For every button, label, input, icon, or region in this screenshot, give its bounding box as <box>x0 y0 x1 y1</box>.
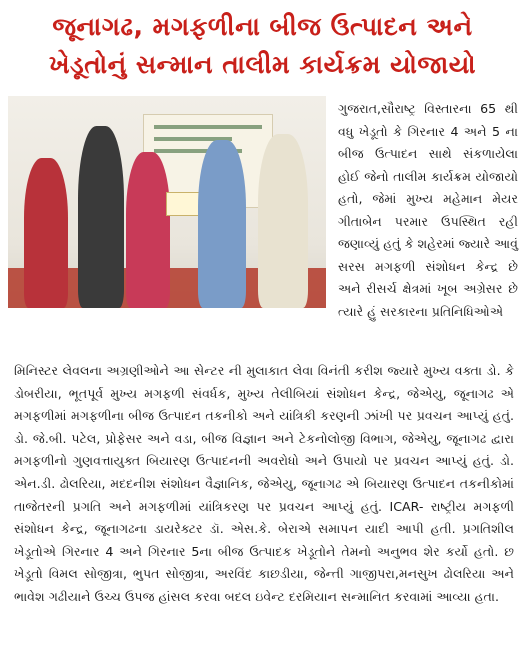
person-woman-left <box>24 158 68 308</box>
body-paragraph: મિનિસ્ટર લેવલના અગ્રણીઓને આ સેન્ટર ની મુલાકાત લેવા વિનંતી કરીશ જ્યારે મુખ્ય વક્તા ડો. કે ડોબરીયા, ભૂતપૂર્વ મુખ્ય મગફળી સંવર્ધક, મુખ્ય તેલીબિયાં સંશોધન કેન્દ્ર, જેએયુ, જૂનાગઢ એ મગફળીમાં મગફળીના બીજ ઉત્પાદન તકનીકો અને યાંત્રિકી કરણની ઝાંખી પર પ્રવચન આપ્યું હતું. ડો. જે.બી. પટેલ, પ્રોફેસર અને વડા, બીજ વિજ્ઞાન અને ટેકનોલોજી વિભાગ, જેએયુ, જૂનાગઢ દ્વારા મગફળીનો ગુણવત્તાયુક્ત બિયારણ ઉત્પાદનની અવરોધો અને ઉપાયો પર પ્રવચન આપ્યું હતું. ડો. એન.ડી. ઢોલરિયા, મદદનીશ સંશોધન વૈજ્ઞાનિક, જેએયુ, જૂનાગઢ એ બિયારણ ઉત્પાદન તકનીકોમાં તાજેતરની પ્રગતિ અને મગફળીમાં યાંત્રિકરણ પર પ્રવચન આપ્યું હતું. ICAR- રાષ્ટ્રીય મગફળી સંશોધન કેન્દ્ર, જૂનાગઢના ડાયરેક્ટર ડૉ. એસ.કે. બેરાએ સમાપન યાદી આપી હતી. પ્રગતિશીલ ખેડૂતોએ ગિરનાર 4 અને ગિરનાર 5ના બીજ ઉત્પાદક ખેડૂતોને તેમનો અનુભવ શેર કર્યો હતો. છ ખેડૂતો વિમલ સોજીત્રા, ભુપત સોજીત્રા, અરવિંદ કાછડીયા, જેન્તી ગાજીપરા,મનસુખ ઢોલરિયા અને ભાવેશ ગઢીયાને ઉચ્ચ ઉપજ હાંસલ કરવા બદલ ઇવેન્ટ દરમિયાન સન્માનિત કરવામાં આવ્યા હતા. <box>14 363 514 604</box>
side-paragraph: ગુજરાત,સૌરાષ્ટ્ર વિસ્તારના 65 થી વધુ ખેડૂતો કે ગિરનાર 4 અને 5 ના બીજ ઉત્પાદન સાથે સંકળાયેલા હોઈ જેનો તાલીમ કાર્યક્રમ યોજાયો હતો, જેમાં મુખ્ય મહેમાન મેયર ગીતાબેન પરમાર ઉપસ્થિત રહી જણાવ્યું હતું કે શહેરમાં જ્યારે આવું સરસ મગફળી સંશોધન કેન્દ્ર છે અને રીસર્ચ ક્ષેત્રમાં ખૂબ અગ્રેસર છે ત્યારે હું સરકારના પ્રતિનિધિઓએ <box>338 101 518 319</box>
photo-scene <box>8 96 326 308</box>
event-photo <box>8 96 326 350</box>
headline-line-1: જૂનાગઢ, મગફળીના બીજ ઉત્પાદન અને <box>52 12 473 41</box>
person-man-right <box>258 134 308 308</box>
side-column <box>338 98 518 323</box>
certificate <box>166 192 202 216</box>
headline <box>0 0 525 95</box>
article-body <box>14 360 514 609</box>
person-woman-center <box>126 152 170 308</box>
person-man-left <box>78 126 124 308</box>
person-man-center <box>198 140 246 308</box>
headline-line-2: ખેડૂતોનું સન્માન તાલીમ કાર્યક્રમ યોજાયો <box>48 50 477 79</box>
